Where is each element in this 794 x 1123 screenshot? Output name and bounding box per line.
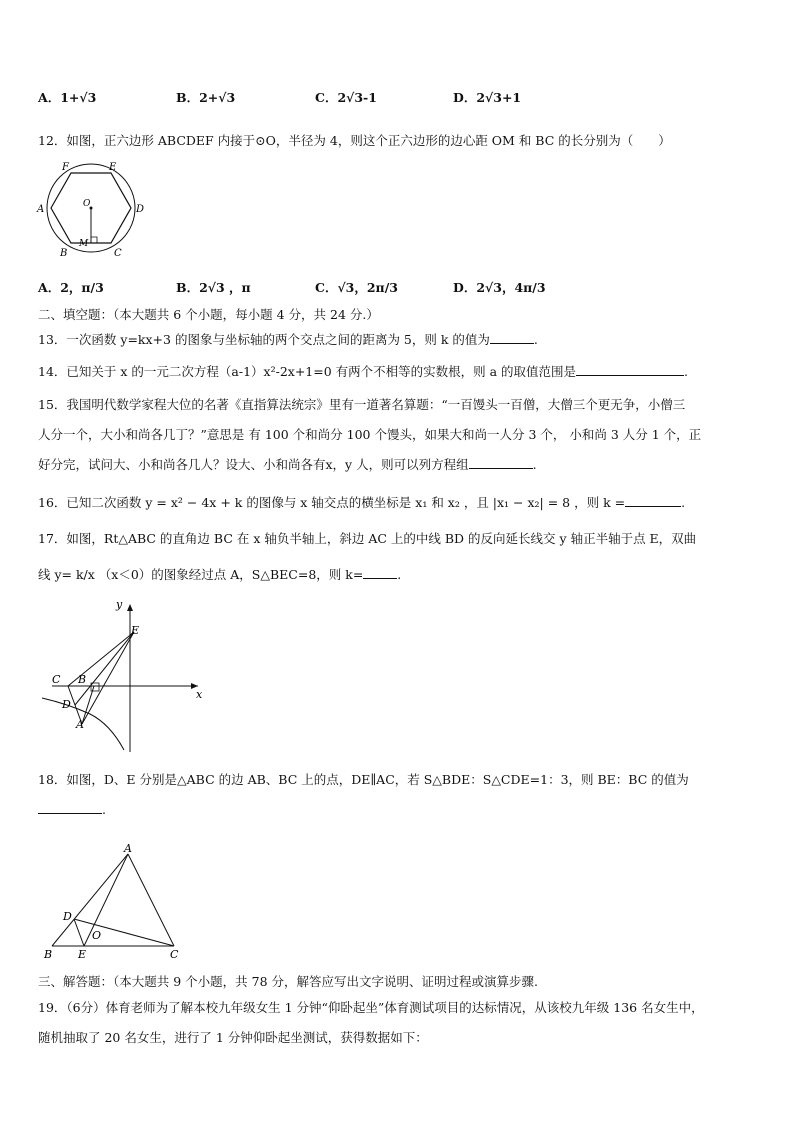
q12-hexagon-figure [36,158,156,262]
q11-option-b: B．2+√3 [176,90,236,105]
right-angle-mark [91,237,97,243]
segment-ae [82,632,134,724]
q11-option-d: D．2√3+1 [453,90,522,105]
q11-option-a: A．1+√3 [38,90,97,105]
q17-line-1: 17．如图，Rt△ABC 的直角边 BC 在 x 轴负半轴上，斜边 AC 上的中线 BD 的反向延长线交 y 轴正半轴于点 E，双曲 [38,531,697,546]
q17-coordinate-figure [38,598,208,758]
q12-option-d: D．2√3，4π/3 [453,280,546,295]
label-c: C [114,248,122,259]
label-b: B [60,248,68,259]
q18-line-1: 18．如图，D、E 分别是△ABC 的边 AB、BC 上的点，DE∥AC，若 S△BDE：S△CDE=1：3，则 BE：BC 的值为 [38,772,689,787]
label-a: A [124,842,132,855]
q12-option-c: C．√3，2π/3 [315,280,398,295]
label-f: F [62,162,69,173]
q15-line-1: 15．我国明代数学家程大位的名著《直指算法统宗》里有一道著名算题：“一百馒头一百僧，大僧三个更无争，小僧三 [38,397,686,412]
label-e: E [109,162,117,173]
label-b: B [44,948,53,961]
label-e: E [131,624,140,637]
segment-de [75,632,134,705]
q18-blank: . [38,801,106,819]
label-y: y [116,598,123,611]
label-o: O [92,929,102,942]
label-d: D [62,698,71,711]
q11-option-c: C．2√3-1 [315,90,377,105]
q17-line-2: 线 y= k/x （x＜0）的图象经过点 A，S△BEC=8，则 k= . [38,567,402,582]
label-e: E [78,948,87,961]
label-m: M [79,239,89,249]
q18-triangle-figure [38,842,188,964]
q12-text: 12．如图，正六边形 ABCDEF 内接于⊙O，半径为 4，则这个正六边形的边心距 OM 和 BC 的长分别为（ ） [38,133,671,148]
q19-line-1: 19．（6分）体育老师为了解本校九年级女生 1 分钟“仰卧起坐”体育测试项目的达标情况，从该校九年级 136 名女生中， [38,1000,704,1015]
segment-dc [74,919,174,946]
label-a: A [37,204,45,215]
label-c: C [52,673,61,686]
segment-ba [52,854,128,946]
q19-line-2: 随机抽取了 20 名女生，进行了 1 分钟仰卧起坐测试，获得数据如下： [38,1030,428,1045]
q15-line-2: 人分一个，大小和尚各几丁？”意思是 有 100 个和尚分 100 个馒头，如果大和尚一人分 3 个， 小和尚 3 人分 1 个，正 [38,427,702,442]
label-d: D [63,910,72,923]
q13-text: 13．一次函数 y=kx+3 的图象与坐标轴的两个交点之间的距离为 5，则 k 的值为 . [38,332,538,347]
label-o: O [83,199,91,209]
section-3-heading: 三、解答题：（本大题共 9 个小题，共 78 分，解答应写出文字说明、证明过程或演算步骤. [38,974,538,989]
section-2-heading: 二、填空题：（本大题共 6 个小题，每小题 4 分，共 24 分.） [38,307,379,322]
label-x: x [196,688,203,701]
q12-option-a: A．2，π/3 [38,280,104,295]
label-d: D [136,204,145,215]
q16-text: 16．已知二次函数 y = x² − 4x + k 的图像与 x 轴交点的横坐标是 x₁ 和 x₂ ，且 |x₁ − x₂| = 8 ，则 k = . [38,495,686,510]
label-a: A [76,718,84,731]
q15-line-3: 好分完，试问大、小和尚各几人？设大、小和尚各有x，y 人，则可以列方程组 . [38,457,537,472]
label-b: B [78,673,87,686]
segment-de [74,919,84,946]
label-c: C [170,948,179,961]
q12-option-b: B．2√3 ，π [176,280,251,295]
q14-text: 14．已知关于 x 的一元二次方程（a-1）x²-2x+1=0 有两个不相等的实数根，则 a 的取值范围是 . [38,364,689,379]
segment-ac [128,854,174,946]
